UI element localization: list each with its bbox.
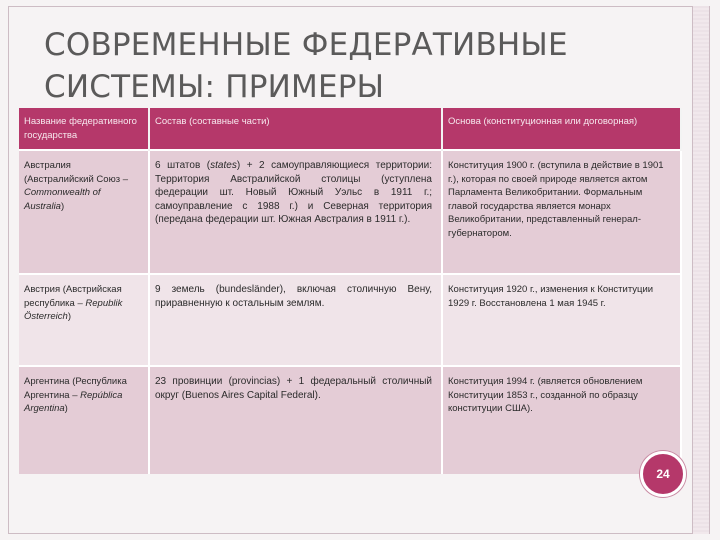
table-row xyxy=(19,150,681,274)
composition-text: 6 штатов ( xyxy=(155,160,211,171)
table-row xyxy=(19,366,681,474)
country-name-native: Republik Österreich xyxy=(24,297,123,322)
slide-title-line-1: СОВРЕМЕННЫЕ ФЕДЕРАТИВНЫЕ xyxy=(44,27,568,63)
header-basis: Основа (конституционная или договорная) xyxy=(442,108,681,150)
country-name-close: ) xyxy=(64,403,68,414)
cell-composition xyxy=(149,366,442,474)
composition-text-rest: ) + 2 самоуправляющиеся территории: Территория Австралийской столицы (уступлена федерации шт. Новый Южный Уэльс в 1911 г.; самоуправление с 1988 г.) и Северная территория (передана федерации шт. Южная Австралия в 1911 г.). xyxy=(155,160,433,225)
country-name-native: Commonwealth of Australia xyxy=(24,187,101,212)
country-name-text: Аргентина (Республика Аргентина – xyxy=(24,376,127,401)
composition-text: 23 провинции (provincias) + 1 федеральный столичный округ (Buenos Aires Capital Federal). xyxy=(155,376,432,401)
cell-basis: Конституция 1900 г. (вступила в действие в 1901 г.), которая по своей природе является актом Парламента Великобритании. Формальным главой государства является монарх Великобритании, представленный генерал-губернатором. xyxy=(442,150,681,274)
composition-term: states xyxy=(210,160,237,171)
slide-side-border xyxy=(692,6,710,534)
country-name-close: ) xyxy=(67,311,71,322)
header-name: Название федеративного государства xyxy=(19,108,149,150)
slide-title xyxy=(44,24,644,108)
table-row xyxy=(19,274,681,366)
cell-basis: Конституция 1920 г., изменения к Конституции 1929 г. Восстановлена 1 мая 1945 г. xyxy=(442,274,681,366)
header-composition: Состав (составные части) xyxy=(149,108,442,150)
page-number-badge: 24 xyxy=(640,451,686,497)
cell-composition xyxy=(149,274,442,366)
country-name-native: República Argentina xyxy=(24,389,123,414)
country-name-text: Австрия (Австрийская республика – xyxy=(24,284,122,309)
cell-basis: Конституция 1994 г. (является обновлением Конституции 1853 г., созданной по образцу конституции США). xyxy=(442,366,681,474)
cell-country-name xyxy=(19,150,149,274)
cell-country-name xyxy=(19,366,149,474)
composition-text: 9 земель (bundesländer), включая столичную Вену, приравненную к остальным землям. xyxy=(155,284,432,309)
country-name-close: ) xyxy=(60,200,65,212)
cell-composition xyxy=(149,150,442,274)
cell-country-name xyxy=(19,274,149,366)
country-name-text: Австралия (Австралийский Союз – xyxy=(24,160,128,185)
slide-title-line-2: СИСТЕМЫ: ПРИМЕРЫ xyxy=(44,69,385,105)
federations-table xyxy=(19,108,682,474)
table-header-row xyxy=(19,108,681,150)
